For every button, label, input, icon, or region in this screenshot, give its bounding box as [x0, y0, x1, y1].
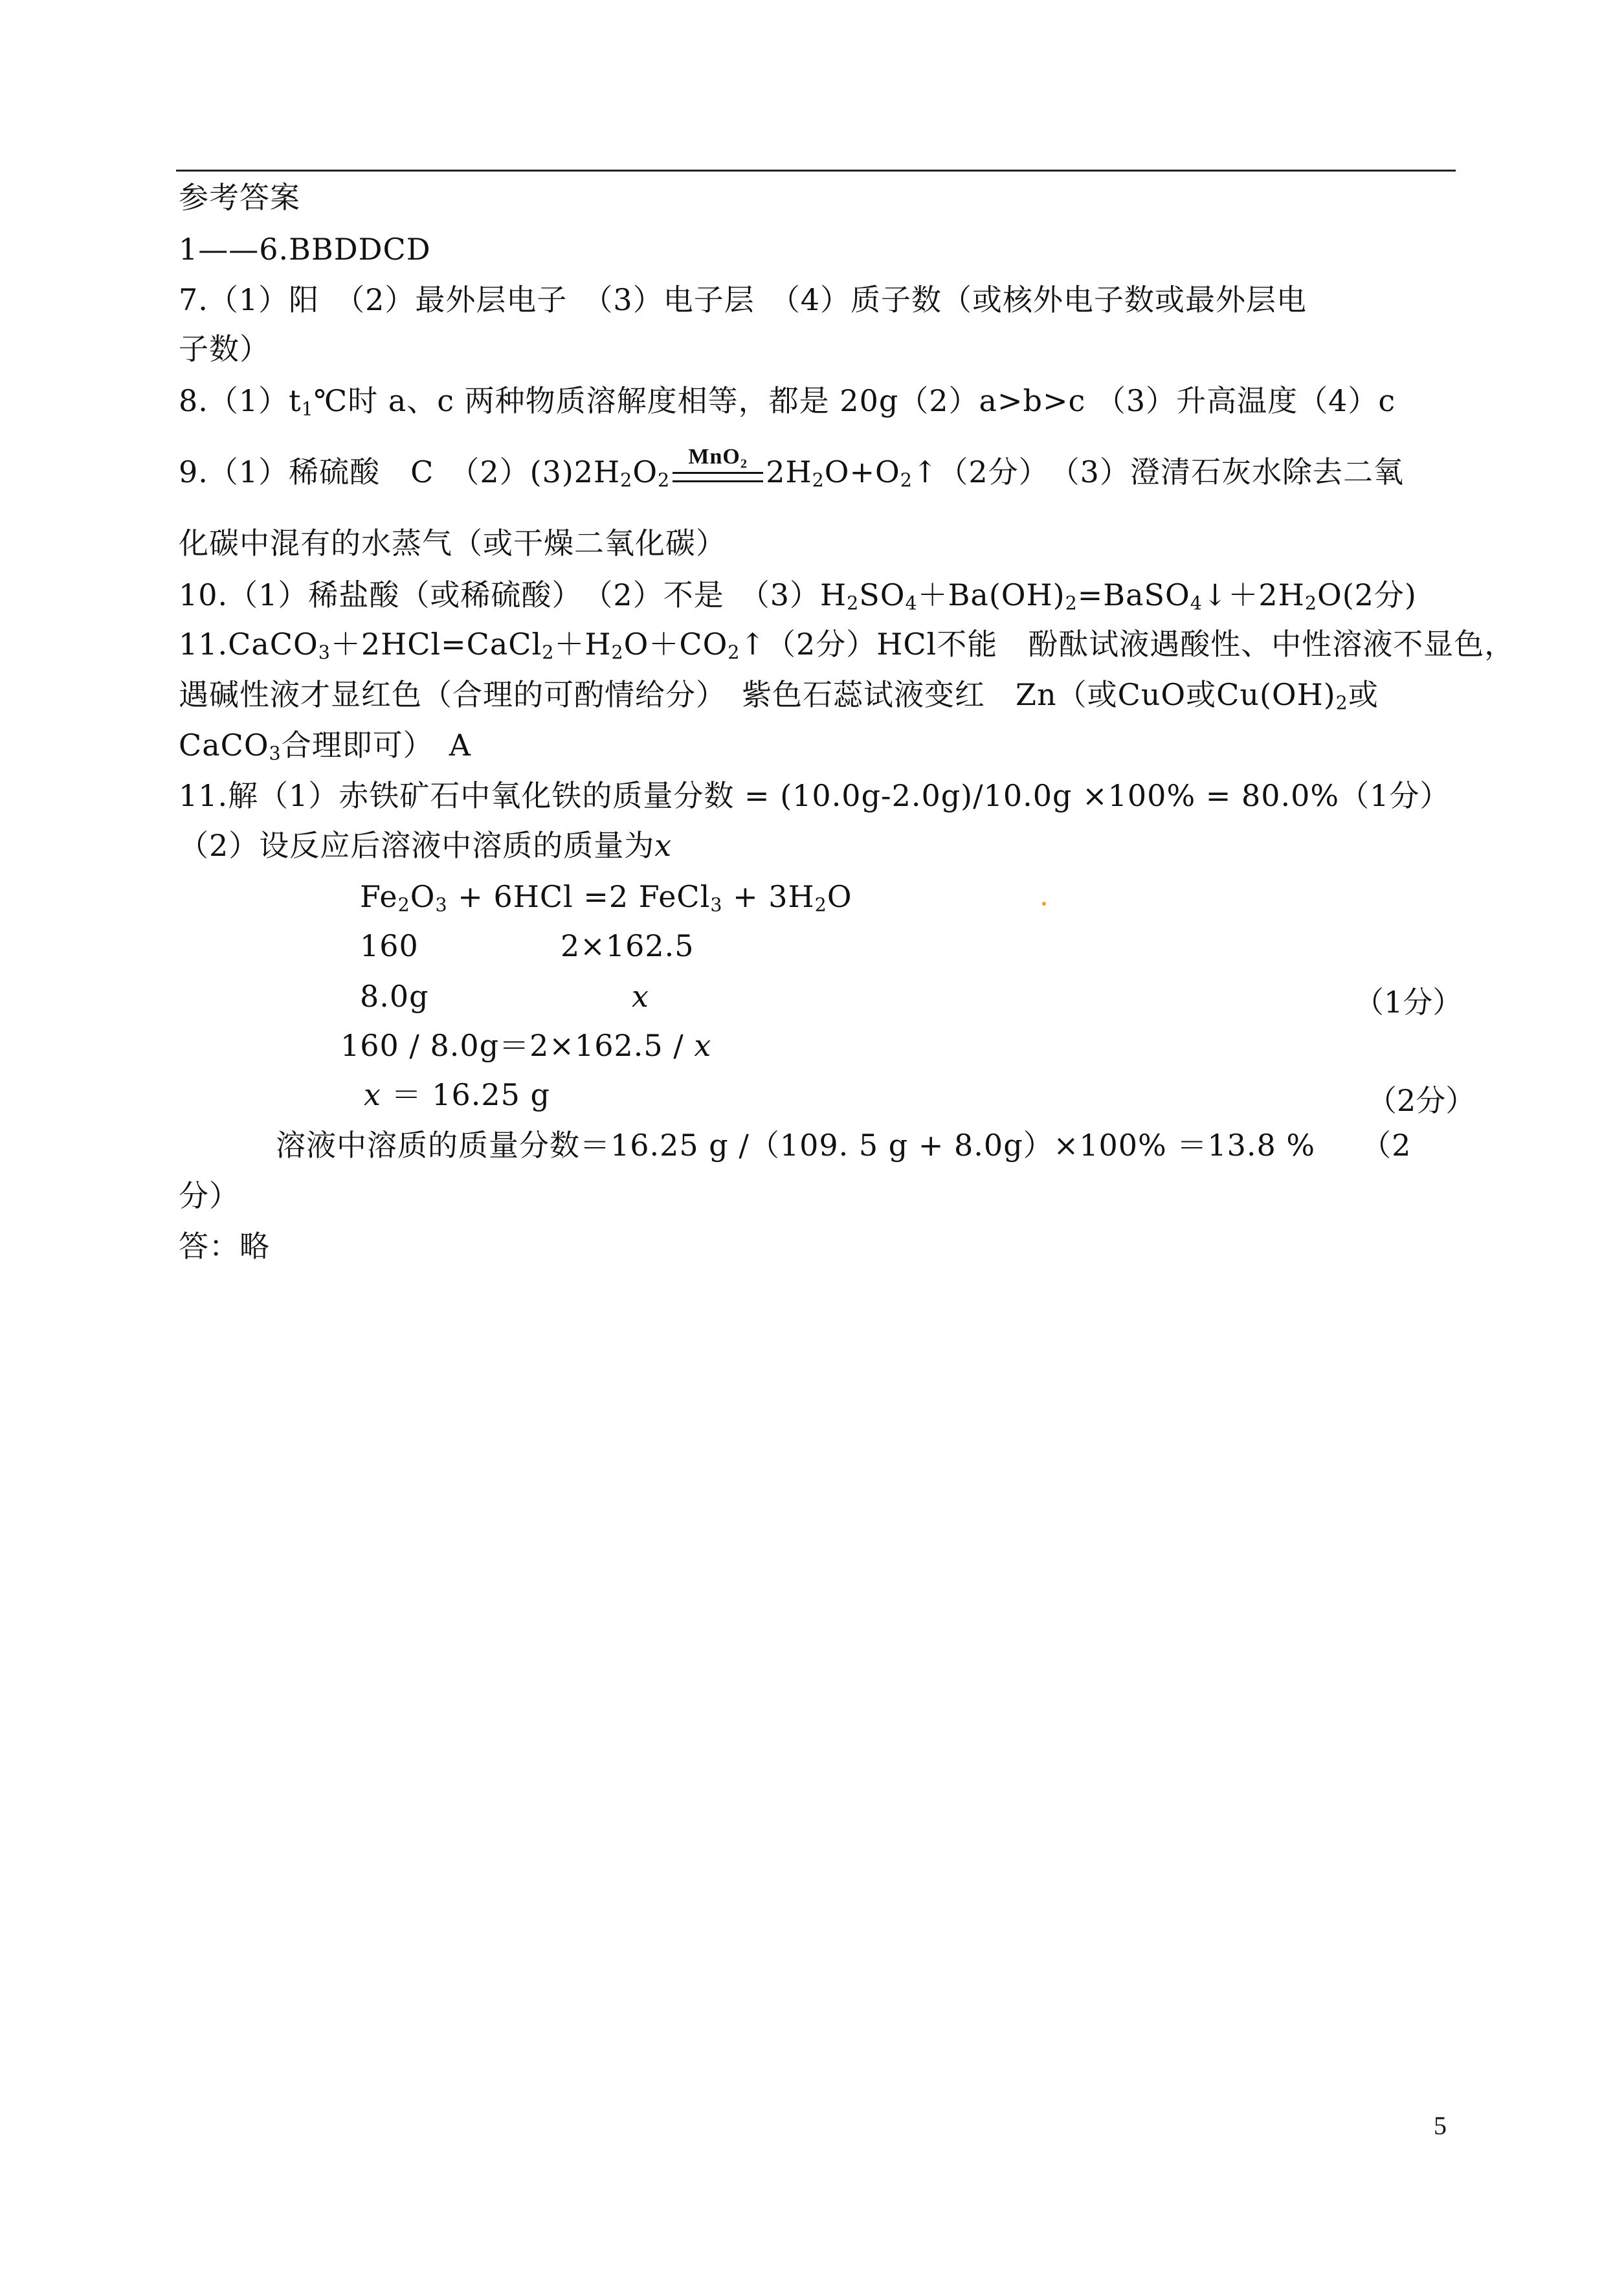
answer-11-line1: $11.CaCO_3+2HCl=CaCl_2+H_2O+CO_2↑(2$分）HCl不能 酚酞试液遇酸性、中性溶液不显色， [179, 627, 1515, 664]
answer-7-line1: 7.（1）阳 （2）最外层电子 （3）电子层 （4）质子数（或核外电子数或最外层电 [179, 282, 1307, 317]
header-rule [176, 170, 1456, 172]
score-1: （1分） [1354, 985, 1463, 1020]
result-line: x ＝ 16.25 g [364, 1077, 550, 1112]
answer-8: $8.(1)t_1℃$时 a、c 两种物质溶解度相等，都是 20g（2）a>b>c （3）升高温度（4）c [179, 383, 1396, 420]
score-2: （2分） [1367, 1083, 1476, 1118]
calc-part2-intro: （2）设反应后溶液中溶质的质量为x [179, 828, 673, 863]
unknown-x: x [632, 979, 649, 1014]
answer-9-line1: 9.（1）稀硫酸 C $(2)(3)2H_2O_2$ MnO₂ $2H_2O+O_2↑(2$分） （3）澄清石灰水除去二氧 [179, 445, 1404, 491]
answer-9-line2: 化碳中混有的水蒸气（或干燥二氧化碳） [179, 526, 726, 561]
ratio-equation: 160 / 8.0g＝2×162.5 / x [340, 1028, 712, 1063]
mass-fraction: 溶液中溶质的质量分数＝16.25 g /（109. 5 g + 8.0g）×100% ＝13.8 % （2 [276, 1128, 1412, 1163]
given-mass: 8.0g [360, 979, 429, 1014]
answer-10: 10.（1）稀盐酸（或稀硫酸） （2）不是 $(3)H_2SO_4+Ba(OH)_2=BaSO_4↓+2H_2O(2$分) [179, 577, 1417, 614]
answer-11-line2: 遇碱性液才显红色（合理的可酌情给分） 紫色石蕊试液变红 Zn（或CuO或$Cu(OH)_2$或 [179, 677, 1379, 714]
answer-7-line2: 子数） [179, 331, 270, 366]
chemical-equation: $Fe_2O_3 + 6HCl =2$ FeCl$_3$ + $3H_2O$ [360, 879, 852, 916]
stray-dot [1042, 902, 1046, 906]
mass-fraction-cont: 分） [179, 1178, 239, 1213]
molar-mass-2: 2×162.5 [561, 928, 695, 963]
page-number: 5 [1434, 2111, 1447, 2140]
answer-1-6: 1——6.BBDDCD [179, 232, 431, 267]
molar-mass-1: 160 [360, 928, 419, 963]
final-answer: 答：略 [179, 1229, 270, 1264]
answer-11-line3: CaCO$_3$合理即可） A [179, 728, 471, 765]
calc-part1: 11.解（1）赤铁矿石中氧化铁的质量分数 = (10.0g-2.0g)/10.0g ×100% = 80.0%（1分） [179, 778, 1451, 813]
catalyst-arrow: MnO₂ [673, 465, 763, 482]
section-title: 参考答案 [179, 180, 300, 215]
